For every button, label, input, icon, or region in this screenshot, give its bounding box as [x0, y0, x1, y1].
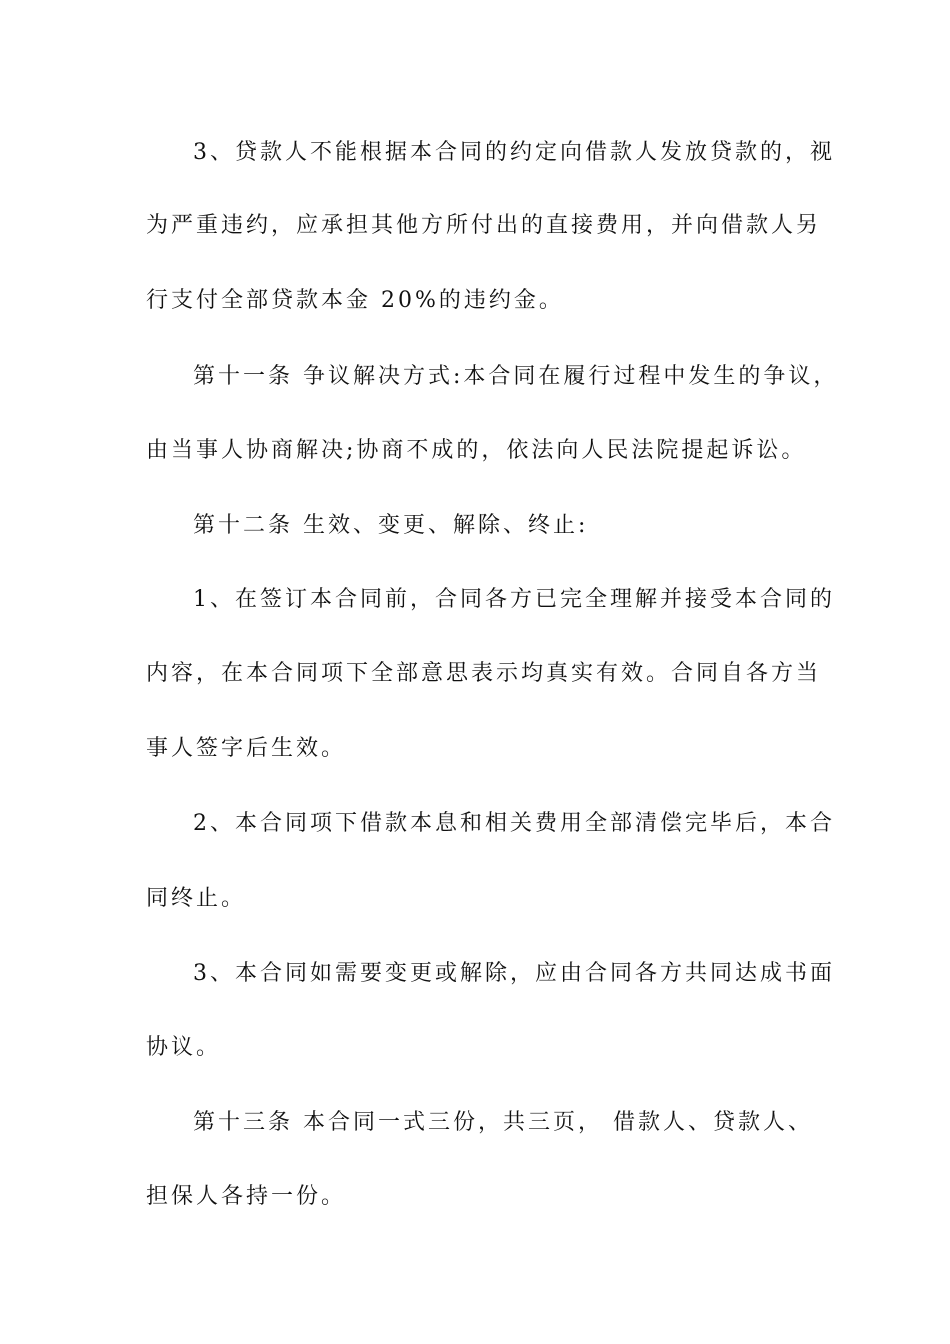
text-line-11: 同终止。 — [146, 886, 247, 911]
text-line-14: 第十三条 本合同一式三份，共三页， 借款人、贷款人、 — [193, 1110, 813, 1135]
text-line-1: 3、贷款人不能根据本合同的约定向借款人发放贷款的，视 — [193, 140, 835, 165]
text-line-12: 3、本合同如需要变更或解除，应由合同各方共同达成书面 — [193, 961, 835, 986]
text-line-5: 由当事人协商解决;协商不成的，依法向人民法院提起诉讼。 — [146, 438, 807, 463]
text-line-7: 1、在签订本合同前，合同各方已完全理解并接受本合同的 — [193, 587, 835, 612]
text-line-3: 行支付全部贷款本金 20%的违约金。 — [146, 288, 564, 313]
text-line-15: 担保人各持一份。 — [146, 1184, 347, 1209]
text-line-4: 第十一条 争议解决方式:本合同在履行过程中发生的争议， — [193, 364, 839, 389]
article-heading-12: 第十二条 生效、变更、解除、终止: — [193, 513, 589, 538]
text-line-10: 2、本合同项下借款本息和相关费用全部清偿完毕后，本合 — [193, 811, 835, 836]
text-line-13: 协议。 — [146, 1035, 222, 1060]
text-line-9: 事人签字后生效。 — [146, 736, 347, 761]
text-line-2: 为严重违约，应承担其他方所付出的直接费用，并向借款人另 — [146, 213, 822, 238]
text-line-8: 内容，在本合同项下全部意思表示均真实有效。合同自各方当 — [146, 661, 822, 686]
